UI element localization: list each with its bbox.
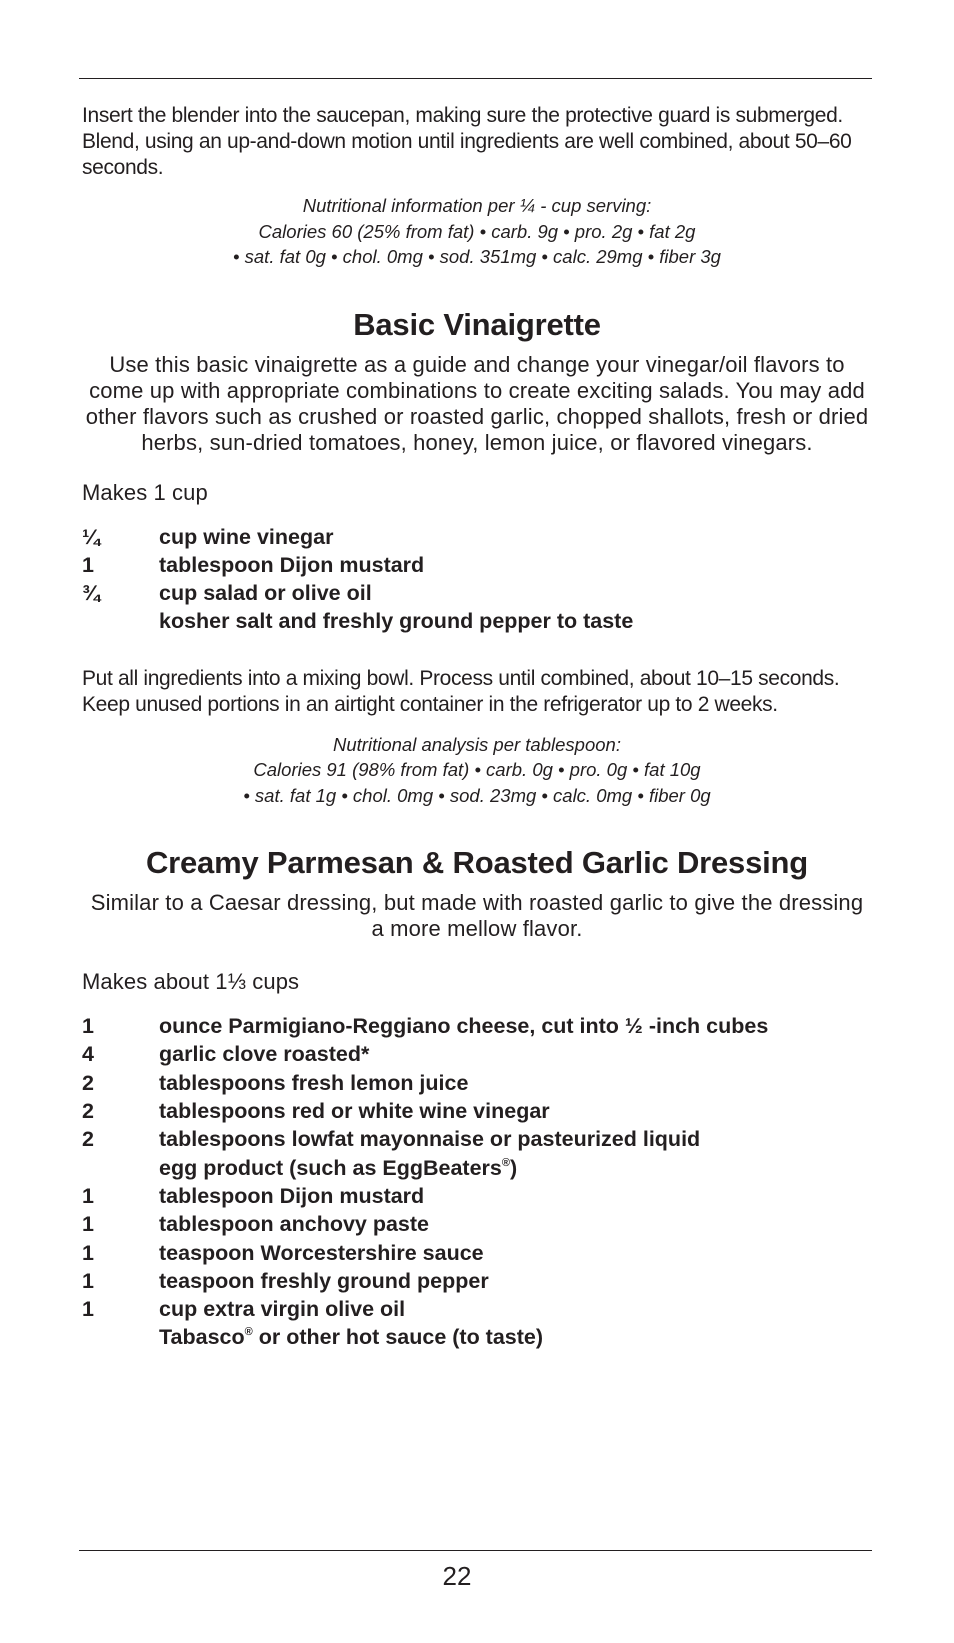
ingredient-quantity — [82, 1323, 159, 1351]
ingredient-item — [82, 1182, 872, 1210]
ingredient-item — [82, 1154, 872, 1182]
ingredient-item — [82, 551, 872, 579]
ingredient-quantity: 1 — [82, 1268, 94, 1293]
ingredient-text: teaspoon Worcestershire sauce — [159, 1240, 484, 1265]
ingredient-text-main: egg product (such as EggBeaters — [159, 1155, 502, 1180]
ingredient-quantity: 1 — [82, 1297, 94, 1322]
ingredient-text: tablespoons lowfat mayonnaise or pasteurized liquid — [159, 1127, 701, 1152]
ingredient-text: tablespoon Dijon mustard — [159, 1183, 425, 1208]
page-number — [0, 1560, 954, 1592]
bottom-rule — [79, 1550, 872, 1551]
ingredient-text-main: Tabasco — [159, 1325, 245, 1350]
page-content — [82, 100, 872, 1352]
ingredient-item — [82, 1323, 872, 1351]
ingredient-text — [159, 1154, 872, 1182]
vinaigrette-nutrition-line-3: • sat. fat 1g • chol. 0mg • sod. 23mg • calc. 0mg • fiber 0g — [243, 784, 711, 806]
intro-nutrition — [82, 193, 872, 270]
ingredient-text: tablespoons red or white wine vinegar — [159, 1099, 550, 1124]
vinaigrette-nutrition-line-1: Nutritional analysis per tablespoon: — [333, 733, 621, 755]
parmesan-title: Creamy Parmesan & Roasted Garlic Dressing — [145, 845, 809, 881]
registered-mark: ® — [244, 1326, 253, 1339]
ingredient-item — [82, 523, 872, 551]
ingredient-text: kosher salt and freshly ground pepper to taste — [159, 609, 634, 634]
ingredient-text: tablespoons fresh lemon juice — [159, 1070, 469, 1095]
parmesan-yield: Makes about 1⅓ cups — [82, 969, 300, 995]
ingredient-quantity: 2 — [82, 1070, 94, 1095]
ingredient-text-after: or other hot sauce (to taste) — [252, 1325, 544, 1350]
intro-paragraph: Insert the blender into the saucepan, making sure the protective guard is submerged. Blend, using an up-and-down motion until ingredients are well combined, about 50–60 seconds. — [82, 104, 852, 179]
intro-nutrition-line-3: • sat. fat 0g • chol. 0mg • sod. 351mg • calc. 29mg • fiber 3g — [233, 246, 721, 267]
ingredient-text-after: ) — [510, 1155, 518, 1180]
ingredient-item — [82, 1267, 872, 1295]
ingredient-text — [159, 1323, 872, 1351]
ingredient-quantity: 1 — [82, 1212, 94, 1237]
ingredient-quantity: 1 — [82, 552, 94, 577]
ingredient-text: teaspoon freshly ground pepper — [159, 1268, 489, 1293]
ingredient-quantity: 4 — [82, 1042, 94, 1067]
ingredient-item — [82, 607, 872, 635]
ingredient-quantity: ¾ — [82, 581, 100, 606]
intro-nutrition-line-1: Nutritional information per ¼ - cup serving: — [302, 195, 652, 216]
ingredient-item — [82, 1040, 872, 1068]
ingredient-quantity: 1 — [82, 1240, 94, 1265]
parmesan-ingredient-list — [82, 1012, 872, 1352]
ingredient-text: cup wine vinegar — [159, 524, 334, 549]
ingredient-item — [82, 1125, 872, 1153]
page-number-text: 22 — [442, 1561, 472, 1591]
ingredient-text: cup extra virgin olive oil — [159, 1297, 406, 1322]
ingredient-quantity: 1 — [82, 1183, 94, 1208]
vinaigrette-nutrition — [82, 732, 872, 809]
registered-mark: ® — [501, 1156, 510, 1169]
ingredient-item — [82, 1069, 872, 1097]
top-rule — [79, 78, 872, 79]
vinaigrette-title: Basic Vinaigrette — [353, 306, 601, 342]
vinaigrette-yield: Makes 1 cup — [82, 479, 208, 505]
vinaigrette-description: Use this basic vinaigrette as a guide and change your vinegar/oil flavors to come up with appropriate combinations to create exciting salads. You may add other flavors such as crushed or roasted garlic, chopped shallots, fresh or dried herbs, sun-dried tomatoes, honey, lemon juice, or flavored vinegars. — [85, 351, 869, 455]
ingredient-quantity: 1 — [82, 1014, 94, 1039]
ingredient-item — [82, 1239, 872, 1267]
vinaigrette-directions: Put all ingredients into a mixing bowl. Process until combined, about 10–15 seconds. Keep unused portions in an airtight container in the refrigerator up to 2 weeks. — [82, 666, 840, 716]
vinaigrette-nutrition-line-2: Calories 91 (98% from fat) • carb. 0g • pro. 0g • fat 10g — [253, 759, 701, 781]
ingredient-item — [82, 579, 872, 607]
ingredient-text: tablespoon Dijon mustard — [159, 552, 425, 577]
ingredient-quantity: ¼ — [82, 524, 100, 549]
ingredient-quantity: 2 — [82, 1099, 94, 1124]
ingredient-text: garlic clove roasted* — [159, 1042, 370, 1067]
ingredient-text: cup salad or olive oil — [159, 581, 372, 606]
vinaigrette-ingredient-list — [82, 523, 872, 636]
ingredient-item — [82, 1210, 872, 1238]
ingredient-quantity — [82, 607, 159, 635]
parmesan-description: Similar to a Caesar dressing, but made with roasted garlic to give the dressing a more mellow flavor. — [90, 890, 864, 942]
ingredient-quantity — [82, 1154, 159, 1182]
ingredient-item — [82, 1097, 872, 1125]
intro-nutrition-line-2: Calories 60 (25% from fat) • carb. 9g • pro. 2g • fat 2g — [258, 220, 696, 242]
ingredient-item — [82, 1012, 872, 1040]
ingredient-quantity: 2 — [82, 1127, 94, 1152]
ingredient-text: ounce Parmigiano-Reggiano cheese, cut into ½ -inch cubes — [159, 1014, 769, 1039]
ingredient-text: tablespoon anchovy paste — [159, 1212, 430, 1237]
ingredient-item — [82, 1295, 872, 1323]
